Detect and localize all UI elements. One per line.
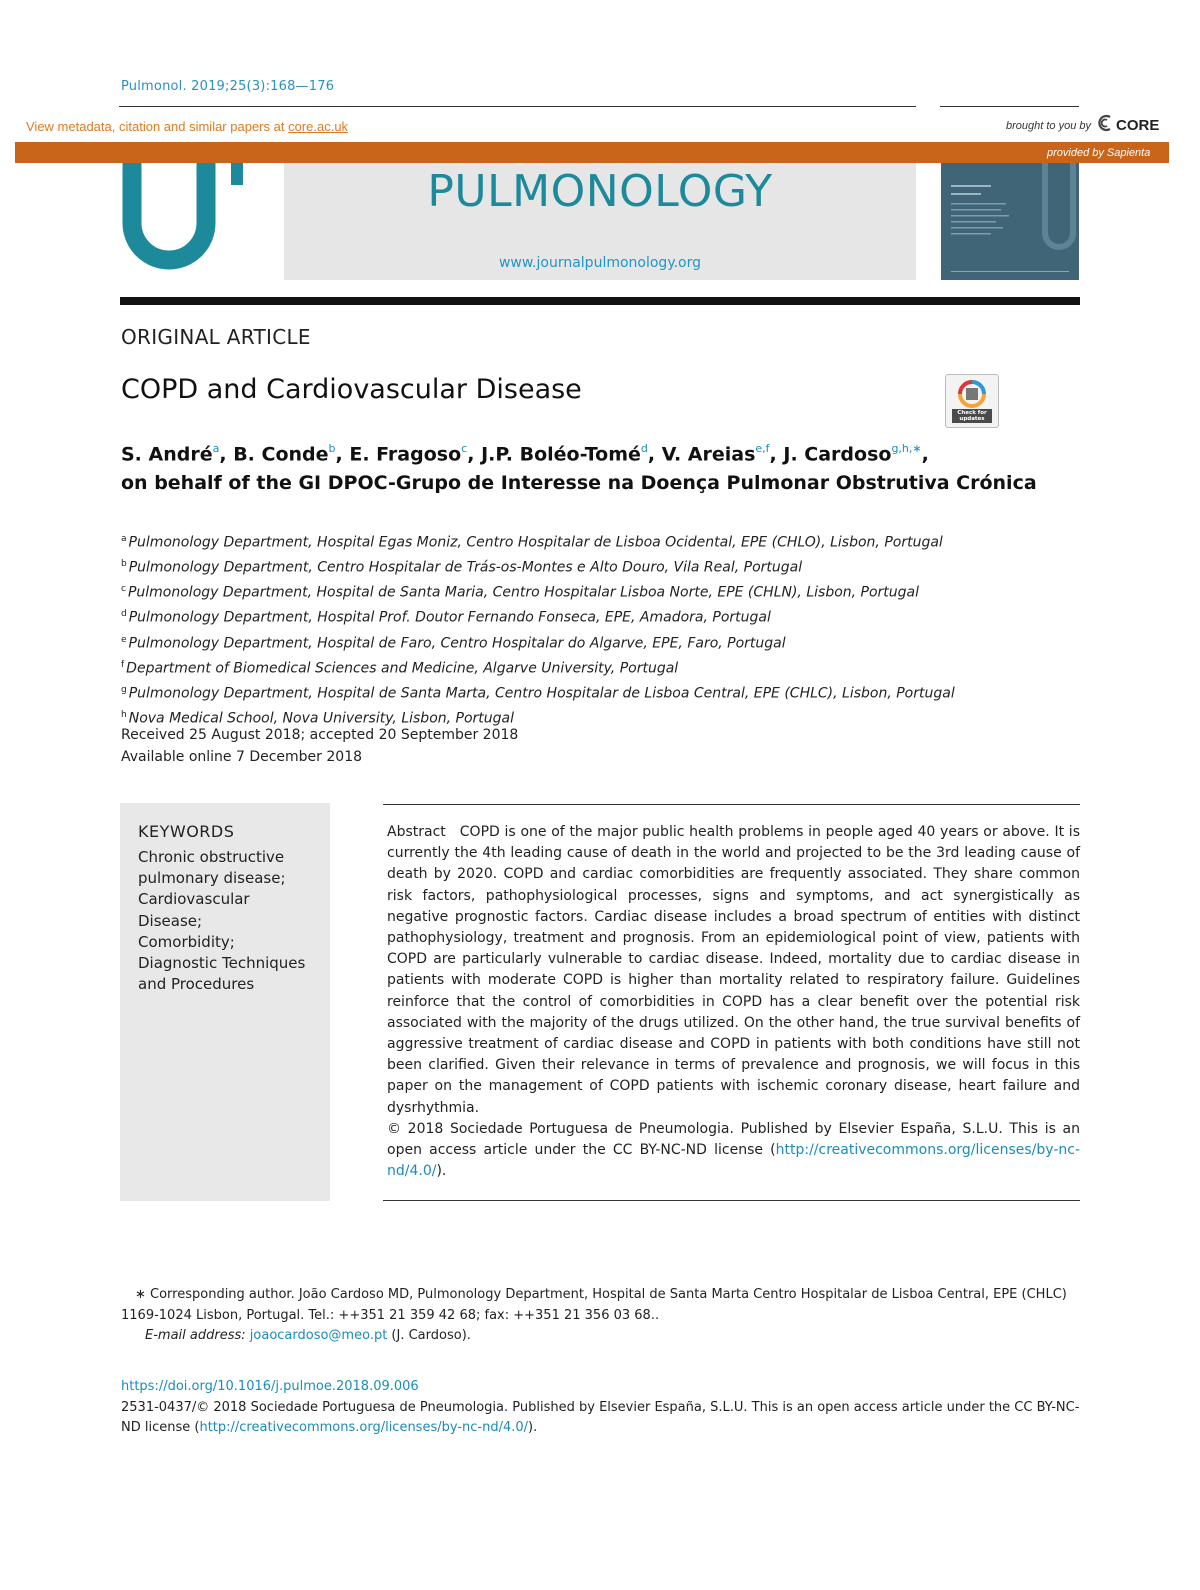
keyword-line: Diagnostic Techniques (138, 954, 306, 973)
keyword-line: Disease; (138, 911, 203, 930)
affiliation-text: Pulmonology Department, Hospital de Santa Maria, Centro Hospitalar Lisboa Norte, EPE (CHLN), Lisbon, Portugal (127, 584, 920, 601)
affiliation-item (121, 680, 955, 705)
online-date: Available online 7 December 2018 (121, 749, 363, 765)
affiliation-label: g (121, 684, 127, 695)
keyword-line: and Procedures (138, 975, 255, 994)
header-thick-rule (120, 297, 1080, 305)
affiliation-label: h (121, 710, 127, 721)
author-name: E. Fragoso (349, 443, 462, 466)
copyright-license-link[interactable]: http://creativecommons.org/licenses/by-nc-nd/4.0/ (199, 1420, 529, 1435)
header-rule-right (940, 106, 1079, 107)
abstract-paragraph (387, 822, 1080, 1119)
author-name: J. Cardoso (783, 443, 892, 466)
article-title: COPD and Cardiovascular Disease (121, 374, 582, 405)
author-affiliation-ref[interactable]: e,f (755, 442, 770, 455)
affiliation-item (121, 630, 955, 655)
affiliation-text: Pulmonology Department, Hospital de Faro, Centro Hospitalar do Algarve, EPE, Faro, Portugal (128, 635, 786, 652)
affiliation-text: Pulmonology Department, Hospital Prof. Doutor Fernando Fonseca, EPE, Amadora, Portugal (128, 610, 771, 627)
affiliation-label: c (121, 584, 126, 595)
author-name: S. André (121, 443, 213, 466)
email-suffix: (J. Cardoso). (387, 1328, 471, 1343)
core-logo-text[interactable]: CORE (1116, 117, 1160, 134)
keywords-heading: KEYWORDS (138, 822, 235, 841)
header-rule-left (119, 106, 916, 107)
abstract-rule-bottom (383, 1200, 1080, 1201)
affiliation-text: Department of Biomedical Sciences and Medicine, Algarve University, Portugal (126, 660, 679, 677)
core-link[interactable]: core.ac.uk (288, 119, 349, 134)
affiliation-item (121, 554, 955, 579)
footnote-email-line (121, 1326, 1081, 1347)
journal-name: PULMONOLOGY (427, 166, 773, 217)
abstract-rule-top (383, 804, 1080, 805)
affiliation-item (121, 529, 955, 554)
abstract-copyright-text: © 2018 Sociedade Portuguesa de Pneumologia. Published by Elsevier España, S.L.U. This is an open access article under the CC BY-NC-ND license ( (387, 1120, 1080, 1159)
affiliation-label: b (121, 559, 127, 570)
affiliation-text: Pulmonology Department, Centro Hospitalar de Trás-os-Montes e Alto Douro, Vila Real, Portugal (128, 559, 803, 576)
email-label: E-mail address: (145, 1328, 246, 1343)
keyword-line: pulmonary disease; (138, 869, 286, 888)
journal-citation: Pulmonol. 2019;25(3):168—176 (121, 79, 335, 94)
footnote-text: ∗ Corresponding author. João Cardoso MD, Pulmonology Department, Hospital de Santa Marta Centro Hospitalar de Lisboa Central, EPE (CHLC) 1169-1024 Lisbon, Portugal. Tel.: ++351 21 359 42 68; fax: ++351 21 356 03 68.. (121, 1287, 1067, 1323)
affiliation-label: f (121, 659, 125, 670)
author-list (121, 435, 1037, 498)
author-group: on behalf of the GI DPOC-Grupo de Interesse na Doença Pulmonar Obstrutiva Crónica (121, 472, 1037, 495)
author-affiliation-ref[interactable]: d (640, 442, 648, 455)
affiliation-item (121, 579, 955, 604)
abstract-copyright (387, 1119, 1080, 1183)
affiliation-text: Nova Medical School, Nova University, Lisbon, Portugal (128, 710, 515, 727)
author-affiliation-ref[interactable]: g,h,∗ (891, 442, 922, 455)
core-metadata-line (26, 119, 348, 134)
core-brought-text: brought to you by (1006, 120, 1092, 132)
affiliation-item (121, 655, 955, 680)
copyright-text: 2531-0437/© 2018 Sociedade Portuguesa de Pneumologia. Published by Elsevier España, S.L.U. This is an open access article under the CC BY-NC-ND license ( (121, 1400, 1080, 1435)
affiliation-text: Pulmonology Department, Hospital de Santa Marta, Centro Hospitalar de Lisboa Central, EPE (CHLC), Lisbon, Portugal (128, 685, 955, 702)
abstract-copyright-suffix: ). (436, 1163, 447, 1180)
copyright-notice (121, 1398, 1081, 1438)
core-logo-icon (1096, 113, 1114, 133)
copyright-suffix: ). (528, 1420, 538, 1435)
author-names-line: S. André$^a$, B. Conde$^b$, E. Fragoso$^c$, J.P. Boléo-Tomé$^d$, V. Areias$^{e,f}$, J. Cardoso$^{g,h,∗}$, (121, 442, 929, 466)
journal-url-link[interactable]: www.journalpulmonology.org (498, 255, 702, 271)
email-link[interactable]: joaocardoso@meo.pt (249, 1328, 388, 1343)
abstract-heading: Abstract (387, 824, 446, 840)
keyword-line: Chronic obstructive (138, 848, 285, 866)
author-name: B. Conde (233, 443, 329, 466)
corresponding-author-footnote (121, 1285, 1081, 1347)
affiliation-list (121, 529, 955, 730)
article-dates (121, 724, 518, 768)
core-provided-text: provided by Sapienta (1047, 147, 1151, 159)
cover-artwork-icon (941, 163, 1079, 280)
keywords-list (138, 847, 305, 995)
core-metadata-text: View metadata, citation and similar papers at (26, 119, 289, 134)
journal-cover-image (941, 163, 1079, 280)
keyword-line: Comorbidity; (138, 932, 235, 951)
affiliation-label: a (121, 534, 127, 544)
article-type: ORIGINAL ARTICLE (121, 325, 311, 349)
abstract (387, 822, 1080, 1182)
author-name: V. Areias (661, 443, 756, 466)
crossmark-button[interactable] (945, 374, 999, 428)
abstract-body: COPD is one of the major public health problems in people aged 40 years or above. It is currently the 4th leading cause of death in the world and projected to be the 3rd leading cause of death by 2020. COPD and cardiac comorbidities are frequently associated. They share common risk factors, pathophysiological processes, signs and symptoms, and act synergistically as negative prognostic factors. Cardiac disease includes a broad spectrum of entities with distinct pathophysiology, treatment and prognosis. From an epidemiological point of view, patients with COPD are particularly vulnerable to cardiac disease. Indeed, mortality due to cardiac disease in patients with moderate COPD is higher than mortality related to respiratory failure. Guidelines reinforce that the control of comorbidities in COPD has a clear benefit over the potential risk associated with the majority of the drugs utilized. On the other hand, the true survival benefits of aggressive treatment of cardiac disease and COPD in patients with both conditions have still not been clarified. Given their relevance in terms of prevalence and prognosis, we will focus in this paper on the management of COPD patients with ischemic coronary disease, heart failure and dysrhythmia. (387, 824, 1080, 1116)
affiliation-text: Pulmonology Department, Hospital Egas Moniz, Centro Hospitalar de Lisboa Ocidental, EPE (CHLO), Lisbon, Portugal (128, 534, 943, 551)
doi-link[interactable]: https://doi.org/10.1016/j.pulmoe.2018.09.006 (121, 1379, 419, 1394)
keyword-line: Cardiovascular (138, 890, 250, 909)
affiliation-item (121, 604, 955, 629)
affiliation-label: d (121, 609, 127, 620)
crossmark-label: Check for updates (957, 410, 987, 422)
core-banner-bar (15, 142, 1169, 163)
author-affiliation-ref[interactable]: c (461, 442, 468, 455)
author-name: J.P. Boléo-Tomé (481, 443, 641, 466)
affiliation-label: e (121, 634, 127, 645)
author-affiliation-ref[interactable]: b (328, 442, 336, 455)
journal-logo-icon (118, 163, 248, 283)
author-affiliation-ref[interactable]: a (212, 442, 220, 455)
received-date: Received 25 August 2018; accepted 20 September 2018 (121, 727, 519, 743)
abstract-license-link[interactable]: http://creativecommons.org/licenses/by-nc-nd/4.0/ (387, 1142, 1080, 1180)
